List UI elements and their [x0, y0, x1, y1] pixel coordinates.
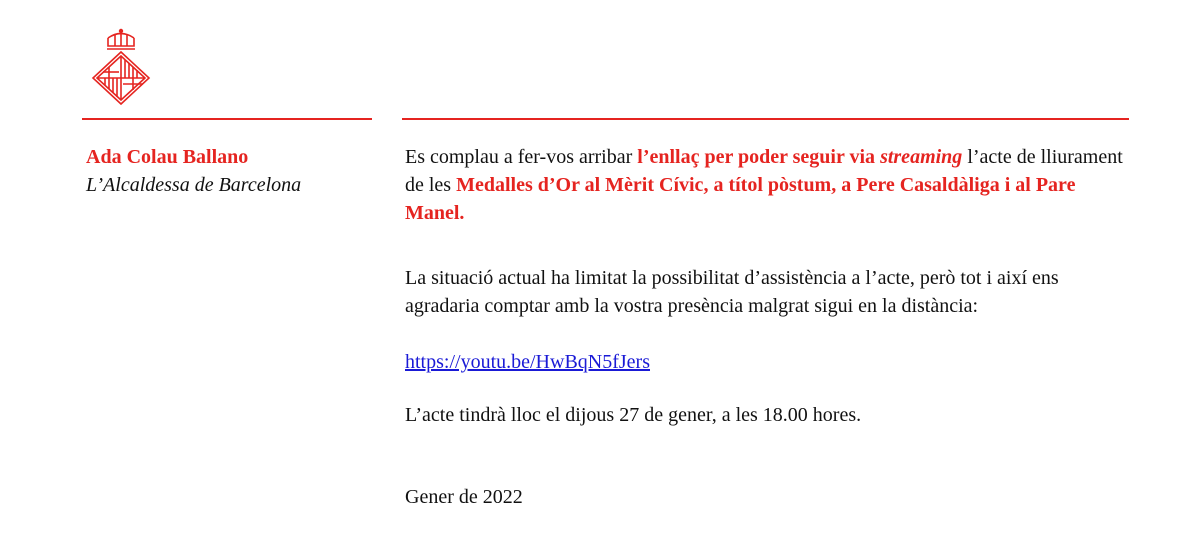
letter-date: Gener de 2022 — [405, 486, 523, 508]
paragraph-schedule: L’acte tindrà lloc el dijous 27 de gener, a les 18.00 hores. — [405, 404, 862, 426]
header-rule-left — [82, 118, 372, 120]
letter-body — [405, 143, 1135, 511]
paragraph-link — [405, 348, 1135, 376]
sender-title: L’Alcaldessa de Barcelona — [86, 174, 302, 196]
streaming-link[interactable]: https://youtu.be/HwBqN5fJers — [405, 351, 650, 373]
invitation-highlight-1 — [637, 146, 962, 168]
paragraph-situation: La situació actual ha limitat la possibilitat d’assistència a l’acte, però tot i així ens agradaria comptar amb la vostra presència malgrat sigui en la distància: — [405, 267, 1059, 317]
barcelona-coat-of-arms-logo — [86, 26, 156, 106]
sender-name: Ada Colau Ballano — [86, 146, 249, 168]
invitation-highlight-2: Medalles d’Or al Mèrit Cívic, a títol pòstum, a Pere Casaldàliga i al Pare Manel. — [405, 174, 1076, 224]
sender-block — [86, 143, 301, 199]
invitation-highlight-1-text: l’enllaç per poder seguir via — [637, 146, 881, 168]
invitation-text-2: l’acte de lliurament de les — [405, 146, 1123, 196]
invitation-text-1: Es complau a fer-vos arribar — [405, 146, 638, 168]
streaming-word: streaming — [880, 146, 963, 168]
paragraph-invitation — [405, 143, 1135, 227]
header-rule-right — [402, 118, 1129, 120]
